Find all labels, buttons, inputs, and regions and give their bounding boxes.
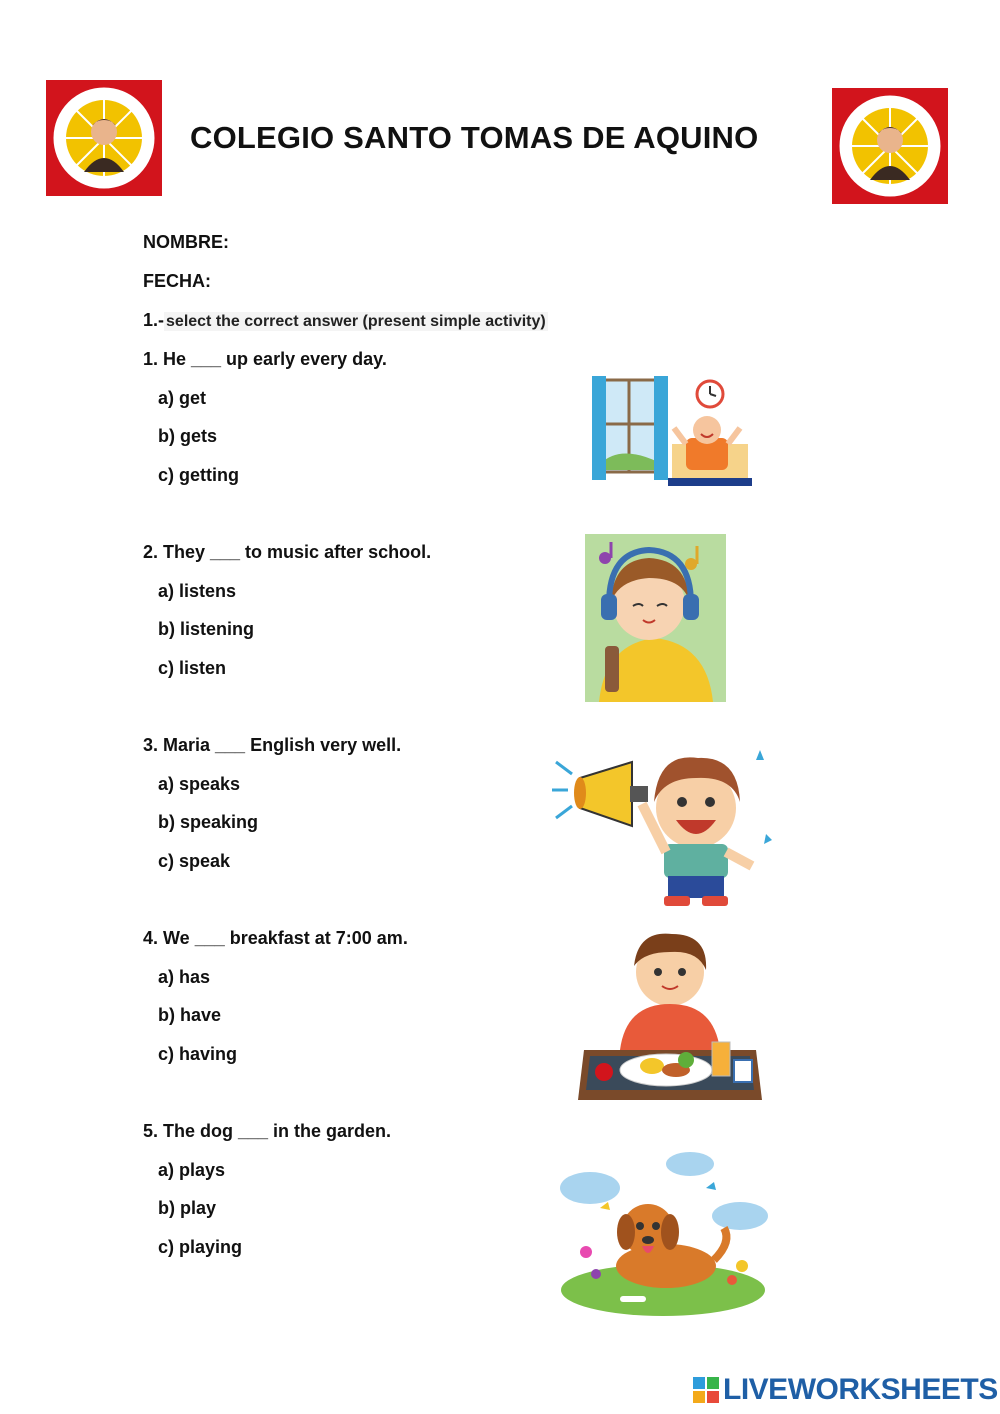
school-logo-left xyxy=(46,80,162,196)
question-1-option-a[interactable]: a) get xyxy=(158,388,207,408)
question-2-option-a[interactable]: a) listens xyxy=(158,581,237,601)
date-label: FECHA: xyxy=(143,271,211,291)
school-logo-right xyxy=(832,88,948,204)
question-5-option-a[interactable]: a) plays xyxy=(158,1160,226,1180)
instruction-text: select the correct answer (present simple activity) xyxy=(166,313,546,330)
brand-live: LIVE xyxy=(723,1373,788,1406)
dog-garden-icon xyxy=(556,1148,770,1318)
question-4-option-b[interactable]: b) have xyxy=(158,1005,222,1025)
question-4-prompt: 4. We ___ breakfast at 7:00 am. xyxy=(143,928,408,948)
girl-headphones-icon xyxy=(585,534,726,702)
brand-worksheets: WORKSHEETS xyxy=(787,1373,998,1406)
question-3-prompt: 3. Maria ___ English very well. xyxy=(143,735,402,755)
question-1-option-b[interactable]: b) gets xyxy=(158,426,218,446)
instruction xyxy=(143,310,548,331)
question-3-option-b[interactable]: b) speaking xyxy=(158,812,259,832)
question-3-option-c[interactable]: c) speak xyxy=(158,851,231,871)
question-2-option-b[interactable]: b) listening xyxy=(158,619,254,639)
question-5-prompt: 5. The dog ___ in the garden. xyxy=(143,1121,392,1141)
question-1-prompt: 1. He ___ up early every day. xyxy=(143,349,387,369)
question-5-option-b[interactable]: b) play xyxy=(158,1198,217,1218)
instruction-number: 1.- xyxy=(143,310,165,330)
boy-waking-up-icon xyxy=(590,374,752,492)
question-1-option-c[interactable]: c) getting xyxy=(158,465,239,485)
liveworksheets-mark-icon xyxy=(693,1377,719,1403)
school-title: COLEGIO SANTO TOMAS DE AQUINO xyxy=(190,120,759,155)
name-label: NOMBRE: xyxy=(143,232,229,252)
question-3-option-a[interactable]: a) speaks xyxy=(158,774,241,794)
question-2-option-c[interactable]: c) listen xyxy=(158,658,227,678)
boy-megaphone-icon xyxy=(546,740,780,912)
boy-breakfast-icon xyxy=(574,930,766,1106)
question-5-option-c[interactable]: c) playing xyxy=(158,1237,243,1257)
question-4-option-c[interactable]: c) having xyxy=(158,1044,238,1064)
question-4-option-a[interactable]: a) has xyxy=(158,967,211,987)
liveworksheets-logo[interactable] xyxy=(693,1372,998,1408)
question-2-prompt: 2. They ___ to music after school. xyxy=(143,542,432,562)
